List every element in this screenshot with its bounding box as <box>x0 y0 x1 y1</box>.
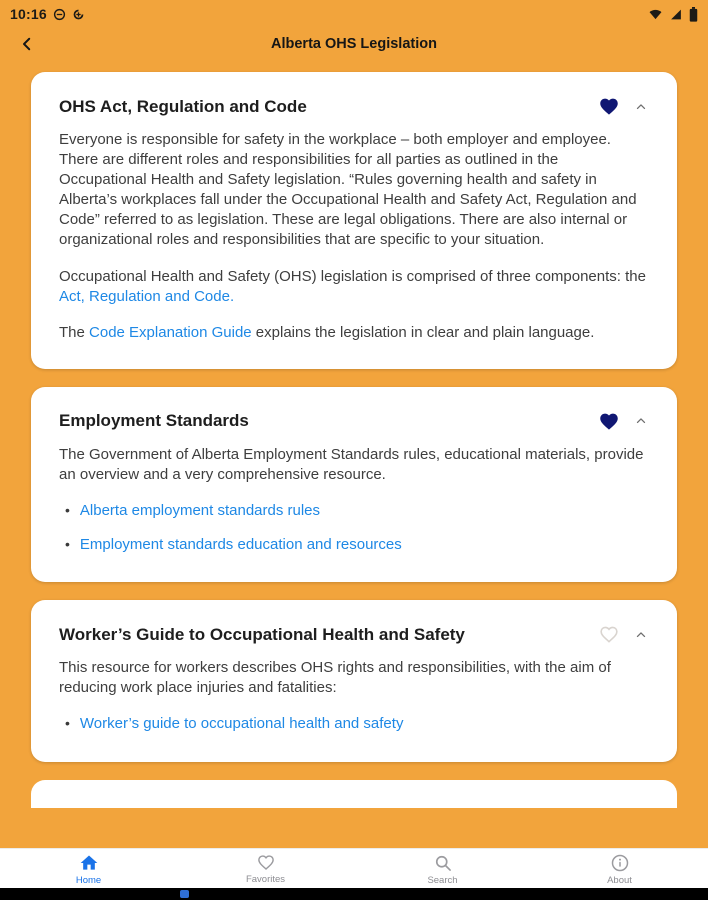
card-paragraph <box>59 130 649 251</box>
app-header <box>0 24 708 64</box>
search-icon <box>433 853 453 873</box>
back-button[interactable] <box>14 31 40 57</box>
home-icon <box>79 853 99 873</box>
card-title: Employment Standards <box>59 411 249 431</box>
card-partial <box>31 780 677 808</box>
card-paragraph <box>59 267 649 307</box>
ime-switch-icon[interactable] <box>180 890 189 898</box>
heart-icon <box>256 853 276 872</box>
battery-icon <box>689 7 698 22</box>
link-list <box>59 714 649 734</box>
bullet-icon: • <box>65 502 70 519</box>
card-paragraph <box>59 658 649 698</box>
nav-label: Search <box>427 874 458 886</box>
link-employment-standards-education[interactable]: Employment standards education and resources <box>79 535 402 553</box>
heart-filled-icon <box>597 105 621 120</box>
heart-outline-icon <box>597 633 621 648</box>
list-item <box>65 535 649 555</box>
link-workers-guide-ohs[interactable]: Worker’s guide to occupational health and safety <box>79 715 404 733</box>
link-alberta-employment-standards-rules[interactable]: Alberta employment standards rules <box>79 502 321 520</box>
link-list <box>59 501 649 554</box>
chevron-up-icon <box>633 416 649 431</box>
bullet-icon: • <box>65 535 70 552</box>
bottom-navigation <box>0 848 708 888</box>
nav-item-favorites[interactable] <box>177 849 354 888</box>
card-title: Worker’s Guide to Occupational Health and Safety <box>59 624 465 644</box>
heart-filled-icon <box>597 420 621 435</box>
card-header[interactable] <box>59 624 649 645</box>
nav-label: Favorites <box>245 874 286 885</box>
bottom-bar <box>0 848 708 900</box>
inline-link-code-explanation-guide[interactable]: Code Explanation Guide <box>89 323 252 341</box>
card-title: OHS Act, Regulation and Code <box>59 96 307 116</box>
nav-label: Home <box>75 874 102 886</box>
paragraph-text: The Government of Alberta Employment Standards rules, educational materials, provide an overview and a very comprehensive resource. <box>59 445 644 483</box>
list-item <box>65 714 649 734</box>
nav-label: About <box>607 874 632 886</box>
android-gesture-bar[interactable] <box>0 888 708 900</box>
nav-item-home[interactable] <box>0 849 177 888</box>
card-paragraph <box>59 445 649 485</box>
bullet-icon: • <box>65 715 70 732</box>
collapse-button[interactable] <box>633 100 649 114</box>
paragraph-text: This resource for workers describes OHS rights and responsibilities, with the aim of reducing work place injuries and fatalities: <box>59 659 611 697</box>
paragraph-text: Occupational Health and Safety (OHS) legislation is comprised of three components: the <box>59 267 646 285</box>
back-arrow-icon <box>18 41 36 56</box>
favorite-button[interactable] <box>597 96 621 117</box>
card-paragraph <box>59 323 649 343</box>
signal-icon <box>669 8 683 21</box>
paragraph-text: Everyone is responsible for safety in the workplace – both employer and employee. There are different roles and responsibilities for all parties as outlined in the Occupational Health and Safety legislation. “Rules governing health and safety in Alberta’s workplaces fall under the Occupational Health and Safety Act, Regulation and Code” referred to as legislation. These are legal obligations. There are also internal or organizational roles and responsibilities that are specific to your situation. <box>59 131 637 249</box>
inline-link-act-regulation-code[interactable]: Act, Regulation and Code. <box>59 287 235 305</box>
paragraph-text: explains the legislation in clear and plain language. <box>251 323 595 341</box>
status-time: 10:16 <box>10 6 47 22</box>
card-ohs-act-regulation-code <box>31 72 677 369</box>
page-title: Alberta OHS Legislation <box>271 36 437 52</box>
info-icon <box>610 853 630 873</box>
data-saver-icon <box>72 8 85 21</box>
card-workers-guide <box>31 600 677 762</box>
card-header[interactable] <box>59 411 649 432</box>
favorite-button[interactable] <box>597 411 621 432</box>
card-header[interactable] <box>59 96 649 117</box>
nav-item-about[interactable] <box>531 849 708 888</box>
nav-item-search[interactable] <box>354 849 531 888</box>
paragraph-text: The <box>59 323 90 341</box>
do-not-disturb-icon <box>53 8 66 21</box>
wifi-icon <box>648 8 663 21</box>
collapse-button[interactable] <box>633 414 649 428</box>
content-area <box>0 64 708 762</box>
favorite-button[interactable] <box>597 624 621 645</box>
chevron-up-icon <box>633 630 649 645</box>
collapse-button[interactable] <box>633 628 649 642</box>
chevron-up-icon <box>633 102 649 117</box>
card-employment-standards <box>31 387 677 582</box>
list-item <box>65 501 649 521</box>
status-bar <box>0 0 708 24</box>
